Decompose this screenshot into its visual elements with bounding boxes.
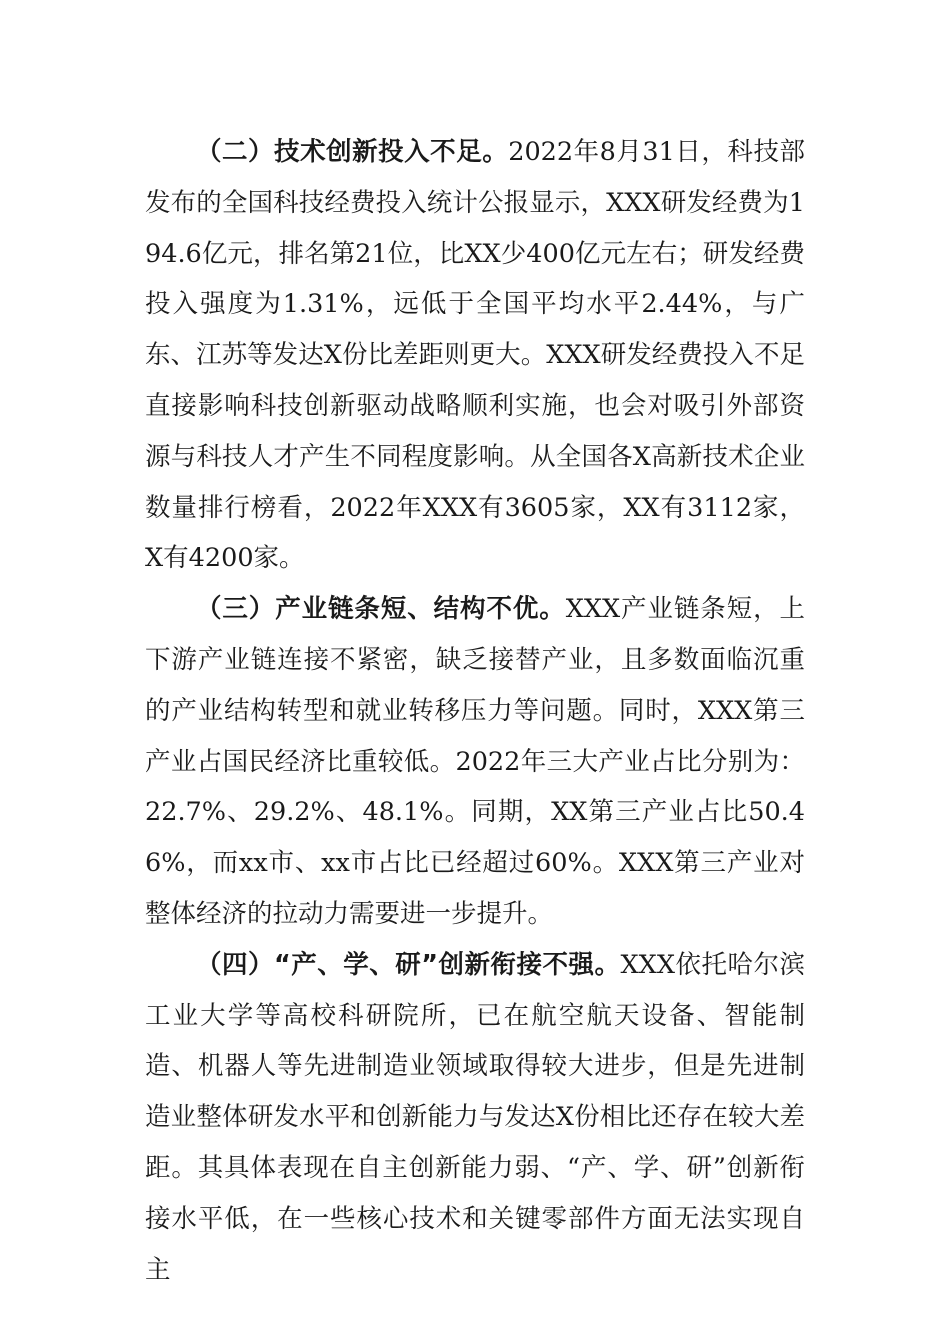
paragraph-industry-chain bbox=[145, 584, 805, 940]
section-heading-3: （三）产业链条短、结构不优。 bbox=[196, 594, 566, 625]
document-body bbox=[145, 127, 805, 1295]
paragraph-text: 2022年8月31日，科技部发布的全国科技经费投入统计公报显示，XXX研发经费为194.6亿元，排名第21位，比XX少400亿元左右；研发经费投入强度为1.31%，远低于全国平均水平2.44%，与广东、江苏等发达X份比差距则更大。XXX研发经费投入不足直接影响科技创新驱动战略顺利实施，也会对吸引外部资源与科技人才产生不同程度影响。从全国各X高新技术企业数量排行榜看，2022年XXX有3605家，XX有3112家，X有4200家。 bbox=[145, 137, 805, 574]
paragraph-industry-academia-research bbox=[145, 940, 805, 1296]
paragraph-technology-innovation bbox=[145, 127, 805, 584]
section-heading-4: （四）“产、学、研”创新衔接不强。 bbox=[196, 949, 621, 980]
paragraph-text: XXX依托哈尔滨工业大学等高校科研院所，已在航空航天设备、智能制造、机器人等先进制造业领域取得较大进步，但是先进制造业整体研发水平和创新能力与发达X份相比还存在较大差距。其具体表现在自主创新能力弱、“产、学、研”创新衔接水平低，在一些核心技术和关键零部件方面无法实现自主 bbox=[145, 949, 805, 1285]
paragraph-text: XXX产业链条短，上下游产业链连接不紧密，缺乏接替产业，且多数面临沉重的产业结构转型和就业转移压力等问题。同时，XXX第三产业占国民经济比重较低。2022年三大产业占比分别为：22.7%、29.2%、48.1%。同期，XX第三产业占比50.46%，而xx市、xx市占比已经超过60%。XXX第三产业对整体经济的拉动力需要进一步提升。 bbox=[145, 594, 805, 929]
section-heading-2: （二）技术创新投入不足。 bbox=[196, 137, 509, 167]
